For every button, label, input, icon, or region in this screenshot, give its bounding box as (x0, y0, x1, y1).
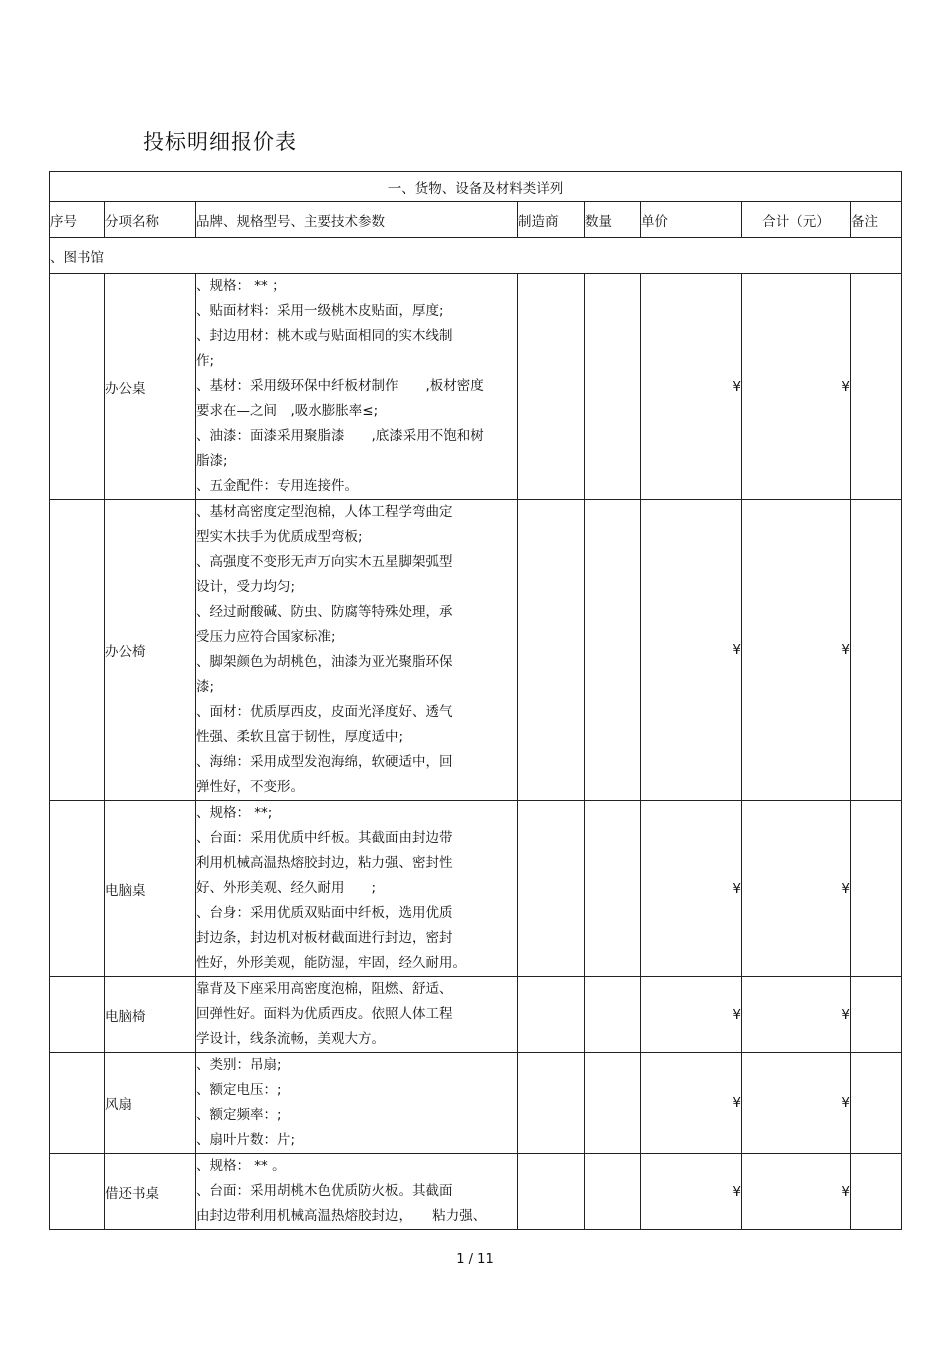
cell-seq (50, 500, 105, 801)
cell-qty (585, 1154, 641, 1230)
cell-unit-price: ¥ (641, 1154, 742, 1230)
table-row (50, 801, 902, 977)
spec-line: 封边条，封边机对板材截面进行封边，密封 (196, 930, 453, 946)
header-item: 分项名称 (105, 202, 196, 238)
spec-line: 、面材：优质厚西皮，皮面光泽度好、透气 (196, 704, 453, 720)
cell-total: ¥ (742, 801, 851, 977)
spec-line: 作; (196, 353, 215, 369)
cell-total: ¥ (742, 1154, 851, 1230)
spec-line: 、海绵：采用成型发泡海绵，软硬适中，回 (196, 754, 453, 770)
cell-item-name: 借还书桌 (105, 1154, 196, 1230)
cell-item-name: 办公桌 (105, 274, 196, 500)
spec-line: 由封边带利用机械高温热熔胶封边， 粘力强、 (196, 1208, 487, 1224)
cell-total: ¥ (742, 274, 851, 500)
cell-unit-price: ¥ (641, 500, 742, 801)
table-row (50, 274, 902, 500)
spec-line: 、类别：吊扇; (196, 1057, 282, 1073)
spec-line: 、高强度不变形无声万向实木五星脚架弧型 (196, 554, 453, 570)
cell-remark (851, 1053, 902, 1154)
cell-maker (518, 500, 585, 801)
spec-line: 设计，受力均匀; (196, 579, 296, 595)
spec-line: 、脚架颜色为胡桃色，油漆为亚光聚脂环保 (196, 654, 453, 670)
cell-item-name: 风扇 (105, 1053, 196, 1154)
spec-line: 性强、柔软且富于韧性，厚度适中; (196, 729, 404, 745)
spec-line: 靠背及下座采用高密度泡棉，阻燃、舒适、 (196, 981, 453, 997)
cell-maker (518, 1154, 585, 1230)
cell-specs (196, 801, 518, 977)
spec-line: 性好，外形美观，能防湿，牢固，经久耐用。 (196, 955, 466, 971)
spec-line: 、台面：采用优质中纤板。其截面由封边带 (196, 830, 453, 846)
header-seq: 序号 (50, 202, 105, 238)
spec-line: 好、外形美观、经久耐用 ; (196, 880, 377, 896)
spec-line: 要求在—之间 ,吸水膨胀率≤; (196, 403, 379, 419)
cell-seq (50, 1053, 105, 1154)
section-row (50, 172, 902, 202)
table-row (50, 1053, 902, 1154)
group-title: 、图书馆 (50, 238, 902, 274)
cell-maker (518, 274, 585, 500)
spec-line: 、台身：采用优质双贴面中纤板，选用优质 (196, 905, 453, 921)
group-row (50, 238, 902, 274)
cell-unit-price: ¥ (641, 1053, 742, 1154)
cell-specs (196, 274, 518, 500)
cell-total: ¥ (742, 1053, 851, 1154)
header-total: 合计（元） (742, 202, 851, 238)
spec-line: 、规格： ** ； (196, 278, 286, 294)
cell-maker (518, 801, 585, 977)
cell-specs (196, 1154, 518, 1230)
cell-unit-price: ¥ (641, 274, 742, 500)
spec-line: 、基材高密度定型泡棉，人体工程学弯曲定 (196, 504, 453, 520)
spec-line: 弹性好，不变形。 (196, 779, 304, 795)
spec-line: 型实木扶手为优质成型弯板; (196, 529, 363, 545)
page-title: 投标明细报价表 (143, 130, 297, 154)
spec-line: 、扇叶片数：片; (196, 1132, 296, 1148)
spec-line: 、基材：采用级环保中纤板材制作 ,板材密度 (196, 378, 484, 394)
spec-line: 、台面：采用胡桃木色优质防火板。其截面 (196, 1183, 453, 1199)
spec-line: 学设计，线条流畅，美观大方。 (196, 1031, 385, 1047)
section-title: 一、货物、设备及材料类详列 (50, 172, 902, 202)
header-qty: 数量 (585, 202, 641, 238)
cell-item-name: 办公椅 (105, 500, 196, 801)
spec-line: 、封边用材：桃木或与贴面相同的实木线制 (196, 328, 453, 344)
spec-line: 脂漆; (196, 453, 228, 469)
quote-table (49, 171, 902, 1230)
table-row (50, 500, 902, 801)
spec-line: 漆; (196, 679, 215, 695)
cell-remark (851, 1154, 902, 1230)
cell-seq (50, 977, 105, 1053)
table-row (50, 1154, 902, 1230)
header-maker: 制造商 (518, 202, 585, 238)
cell-qty (585, 274, 641, 500)
cell-remark (851, 274, 902, 500)
spec-line: 、规格： ** 。 (196, 1158, 286, 1174)
cell-specs (196, 1053, 518, 1154)
spec-line: 、贴面材料：采用一级桃木皮贴面，厚度; (196, 303, 444, 319)
header-spec: 品牌、规格型号、主要技术参数 (196, 202, 518, 238)
spec-line: 、规格： **; (196, 805, 273, 821)
cell-qty (585, 801, 641, 977)
table-row (50, 977, 902, 1053)
spec-line: 、经过耐酸碱、防虫、防腐等特殊处理，承 (196, 604, 453, 620)
header-row (50, 202, 902, 238)
cell-qty (585, 1053, 641, 1154)
cell-remark (851, 500, 902, 801)
page-indicator: 1 / 11 (456, 1252, 494, 1267)
cell-total: ¥ (742, 977, 851, 1053)
spec-line: 、五金配件：专用连接件。 (196, 478, 358, 494)
cell-item-name: 电脑椅 (105, 977, 196, 1053)
cell-seq (50, 274, 105, 500)
cell-qty (585, 500, 641, 801)
cell-maker (518, 1053, 585, 1154)
cell-specs (196, 500, 518, 801)
spec-line: 、额定频率：; (196, 1107, 282, 1123)
spec-line: 受压力应符合国家标准; (196, 629, 336, 645)
cell-maker (518, 977, 585, 1053)
spec-line: 利用机械高温热熔胶封边，粘力强、密封性 (196, 855, 453, 871)
cell-seq (50, 1154, 105, 1230)
cell-item-name: 电脑桌 (105, 801, 196, 977)
header-remark: 备注 (851, 202, 902, 238)
cell-unit-price: ¥ (641, 977, 742, 1053)
spec-line: 回弹性好。面料为优质西皮。依照人体工程 (196, 1006, 453, 1022)
spec-line: 、油漆：面漆采用聚脂漆 ,底漆采用不饱和树 (196, 428, 484, 444)
cell-remark (851, 801, 902, 977)
cell-seq (50, 801, 105, 977)
header-unit-price: 单价 (641, 202, 742, 238)
cell-specs (196, 977, 518, 1053)
cell-total: ¥ (742, 500, 851, 801)
cell-unit-price: ¥ (641, 801, 742, 977)
cell-qty (585, 977, 641, 1053)
cell-remark (851, 977, 902, 1053)
spec-line: 、额定电压：; (196, 1082, 282, 1098)
